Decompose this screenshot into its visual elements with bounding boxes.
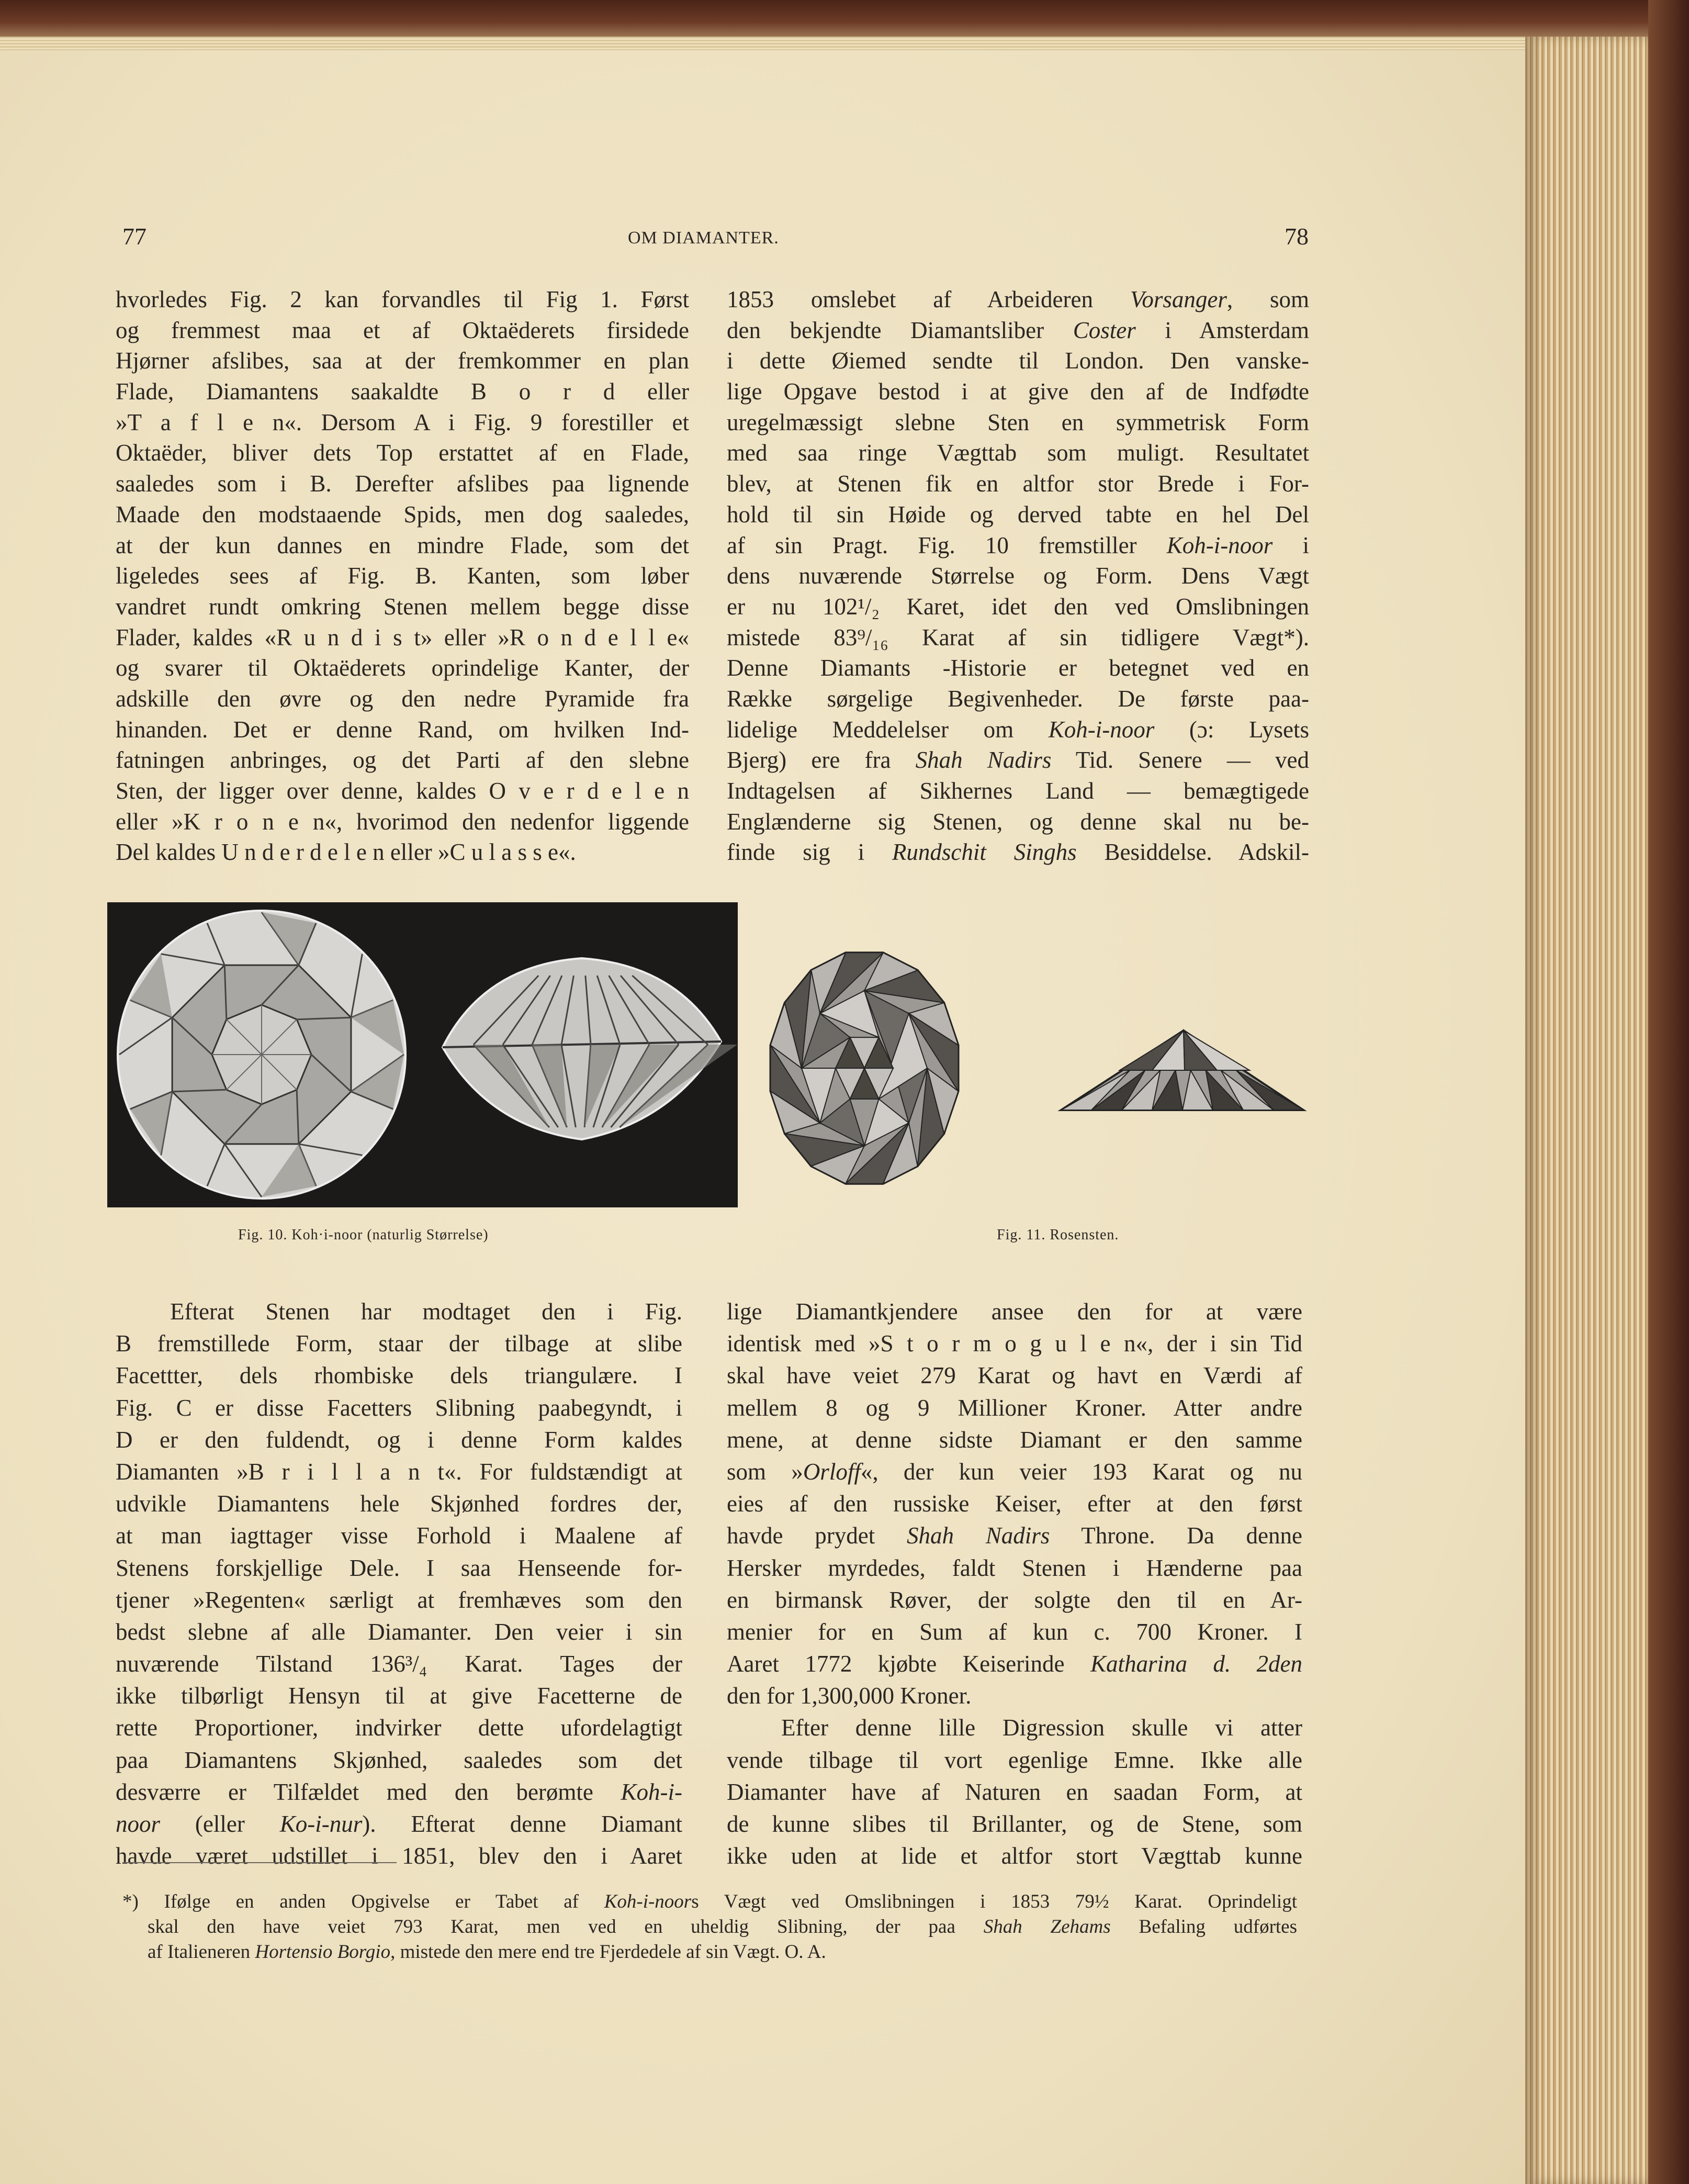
- page-number-left: 77: [122, 223, 147, 250]
- text-line: Englænderne sig Stenen, og denne skal nu be-: [727, 808, 1309, 835]
- rose-cut-top-view: [771, 953, 959, 1183]
- text-line: Del kaldes U n d e r d e l e n eller »C u l a s s e«.: [116, 839, 576, 866]
- text-line: som »Orloff«, der kun veier 193 Karat og nu: [727, 1458, 1302, 1485]
- text-line: noor (eller Ko-i-nur). Efterat denne Diamant: [116, 1811, 683, 1837]
- text-line: hold til sin Høide og derved tabte en hel Del: [727, 501, 1309, 528]
- rose-cut-side-view: [1061, 1031, 1304, 1110]
- text-line: Sten, der ligger over denne, kaldes O v e r d e l e n: [116, 778, 689, 804]
- text-line: Indtagelsen af Sikhernes Land — bemægtigede: [727, 778, 1309, 804]
- text-line: og fremmest maa et af Oktaëderets firsidede: [116, 317, 689, 343]
- text-line: Diamanter have af Naturen en saadan Form, at: [727, 1778, 1302, 1805]
- text-line: Række sørgelige Begivenheder. De første paa-: [727, 685, 1309, 712]
- text-line: Aaret 1772 kjøbte Keiserinde Katharina d. 2den: [727, 1651, 1302, 1677]
- text-line: rette Proportioner, indvirker dette ufordelagtigt: [116, 1715, 682, 1741]
- text-line: lige Opgave bestod i at give den af de Indfødte: [727, 378, 1309, 405]
- text-line: blev, at Stenen fik en altfor stor Brede i For-: [727, 471, 1309, 497]
- text-line: Fig. C er disse Facetters Slibning paabegyndt, i: [116, 1394, 682, 1421]
- text-line: Bjerg) ere fra Shah Nadirs Tid. Senere — ved: [727, 747, 1310, 774]
- text-line: eller »K r o n e n«, hvorimod den nedenfor liggende: [116, 808, 689, 835]
- text-line: Maade den modstaaende Spids, men dog saaledes,: [116, 501, 689, 528]
- text-line: B fremstillede Form, staar der tilbage at slibe: [116, 1330, 682, 1357]
- text-line: udvikle Diamantens hele Skjønhed fordres der,: [116, 1491, 682, 1517]
- text-line: Oktaëder, bliver dets Top erstattet af en Flade,: [116, 440, 689, 466]
- text-line: *) Ifølge en anden Opgivelse er Tabet af Koh-i-noors Vægt ved Omslibningen i 1853 79½ Karat. Oprindeligt: [122, 1891, 1297, 1912]
- text-line: mellem 8 og 9 Millioner Kroner. Atter andre: [727, 1394, 1302, 1421]
- text-line: desværre er Tilfældet med den berømte Koh-i-: [116, 1778, 682, 1805]
- text-line: er nu 102¹/₂ Karet, idet den ved Omslibningen: [727, 593, 1309, 620]
- text-line: i dette Øiemed sendte til London. Den vanske-: [727, 348, 1309, 374]
- text-line: adskille den øvre og den nedre Pyramide fra: [116, 685, 689, 712]
- text-line: Hersker myrdedes, faldt Stenen i Hænderne paa: [727, 1554, 1302, 1581]
- text-line: havde været udstillet i 1851, blev den i Aaret: [116, 1843, 682, 1869]
- left-column-top: [116, 284, 689, 868]
- text-line: lidelige Meddelelser om Koh-i-noor (ɔ: Lysets: [727, 716, 1310, 743]
- page-number-right: 78: [1285, 223, 1309, 250]
- text-line: at man iagttager visse Forhold i Maalene af: [116, 1522, 682, 1549]
- left-column-bottom: [116, 1296, 682, 1872]
- text-line: dens nuværende Størrelse og Form. Dens Vægt: [727, 563, 1309, 589]
- right-column-bottom: [727, 1296, 1302, 1872]
- page-edges-top: [0, 37, 1549, 50]
- fig11-rose-cut-illustration: [753, 932, 1329, 1214]
- text-line: fatningen anbringes, og det Parti af den slebne: [116, 747, 689, 774]
- text-line: paa Diamantens Skjønhed, saaledes som det: [116, 1746, 682, 1773]
- text-line: ligeledes sees af Fig. B. Kanten, som løber: [116, 563, 689, 589]
- text-line: den bekjendte Diamantsliber Coster i Amsterdam: [727, 317, 1310, 343]
- text-line: en birmansk Røver, der solgte den til en Ar-: [727, 1586, 1302, 1613]
- text-line: ikke tilbørligt Hensyn til at give Facetterne de: [116, 1683, 682, 1709]
- text-line: ikke uden at lide et altfor stort Vægttab kunne: [727, 1843, 1302, 1869]
- text-line: »T a f l e n«. Dersom A i Fig. 9 forestiller et: [116, 409, 689, 435]
- text-line: eies af den russiske Keiser, efter at den først: [727, 1491, 1302, 1517]
- text-line: Flade, Diamantens saakaldte B o r d eller: [116, 378, 689, 405]
- text-line: mistede 83⁹/₁₆ Karat af sin tidligere Vægt*).: [727, 624, 1309, 651]
- text-line: lige Diamantkjendere ansee den for at være: [727, 1298, 1302, 1325]
- text-line: Hjørner afslibes, saa at der fremkommer en plan: [116, 348, 689, 374]
- footnote: [122, 1889, 1297, 1965]
- text-line: havde prydet Shah Nadirs Throne. Da denne: [727, 1522, 1302, 1549]
- text-line: skal have veiet 279 Karat og havt en Værdi af: [727, 1362, 1302, 1389]
- koh-i-noor-top-view: [118, 911, 406, 1199]
- text-line: af sin Pragt. Fig. 10 fremstiller Koh-i-noor i: [727, 532, 1309, 558]
- text-line: at der kun dannes en mindre Flade, som det: [116, 532, 689, 558]
- text-line: menier for en Sum af kun c. 700 Kroner. I: [727, 1618, 1302, 1645]
- text-line: vende tilbage til vort egenlige Emne. Ikke alle: [727, 1746, 1302, 1773]
- text-line: identisk med »S t o r m o g u l e n«, der i sin Tid: [727, 1330, 1302, 1357]
- text-line: skal den have veiet 793 Karat, men ved en uheldig Slibning, der paa Shah Zehams Befaling udførtes: [148, 1916, 1297, 1937]
- text-line: vandret rundt omkring Stenen mellem begge disse: [116, 593, 689, 620]
- text-line: Diamanten »B r i l l a n t«. For fuldstændigt at: [116, 1458, 682, 1485]
- text-line: Facettter, dels rhombiske dels triangulære. I: [116, 1362, 682, 1389]
- text-line: D er den fuldendt, og i denne Form kaldes: [116, 1426, 682, 1453]
- text-line: Denne Diamants -Historie er betegnet ved en: [727, 655, 1309, 681]
- text-line: hvorledes Fig. 2 kan forvandles til Fig 1. Først: [116, 286, 689, 312]
- right-column-top: [727, 284, 1309, 868]
- text-line: uregelmæssigt slebne Sten en symmetrisk Form: [727, 409, 1309, 435]
- text-line: Flader, kaldes «R u n d i s t» eller »R o n d e l l e«: [116, 624, 689, 651]
- text-line: finde sig i Rundschit Singhs Besiddelse. Adskil-: [727, 839, 1309, 866]
- running-title: OM DIAMANTER.: [628, 228, 779, 248]
- fig10-koh-i-noor-illustration: [107, 902, 738, 1207]
- text-line: med saa ringe Vægttab som muligt. Resultatet: [727, 440, 1309, 466]
- text-line: Efterat Stenen har modtaget den i Fig.: [170, 1298, 682, 1325]
- fig10-caption: Fig. 10. Koh·i-noor (naturlig Størrelse): [238, 1227, 489, 1243]
- text-line: den for 1,300,000 Kroner.: [727, 1683, 972, 1709]
- text-line: mene, at denne sidste Diamant er den samme: [727, 1426, 1302, 1453]
- text-line: Stenens forskjellige Dele. I saa Henseende for-: [116, 1554, 682, 1581]
- text-line: bedst slebne af alle Diamanter. Den veier i sin: [116, 1618, 682, 1645]
- text-line: Efter denne lille Digression skulle vi atter: [781, 1715, 1302, 1741]
- footnote-rule: [122, 1862, 397, 1863]
- text-line: og svarer til Oktaëderets oprindelige Kanter, der: [116, 655, 689, 681]
- book-cover-top: [0, 0, 1689, 37]
- page-edges-right: [1525, 37, 1648, 2184]
- text-line: nuværende Tilstand 136³/₄ Karat. Tages der: [116, 1651, 682, 1677]
- book-cover-right: [1648, 0, 1689, 2184]
- text-line: af Italieneren Hortensio Borgio, mistede den mere end tre Fjerdedele af sin Vægt. O. A.: [148, 1941, 826, 1963]
- text-line: 1853 omslebet af Arbeideren Vorsanger, som: [727, 286, 1309, 312]
- text-line: tjener »Regenten« særligt at fremhæves som den: [116, 1586, 682, 1613]
- text-line: de kunne slibes til Brillanter, og de Stene, som: [727, 1811, 1302, 1837]
- fig11-caption: Fig. 11. Rosensten.: [997, 1227, 1119, 1243]
- text-line: hinanden. Det er denne Rand, om hvilken Ind-: [116, 716, 689, 743]
- text-line: saaledes som i B. Derefter afslibes paa lignende: [116, 471, 689, 497]
